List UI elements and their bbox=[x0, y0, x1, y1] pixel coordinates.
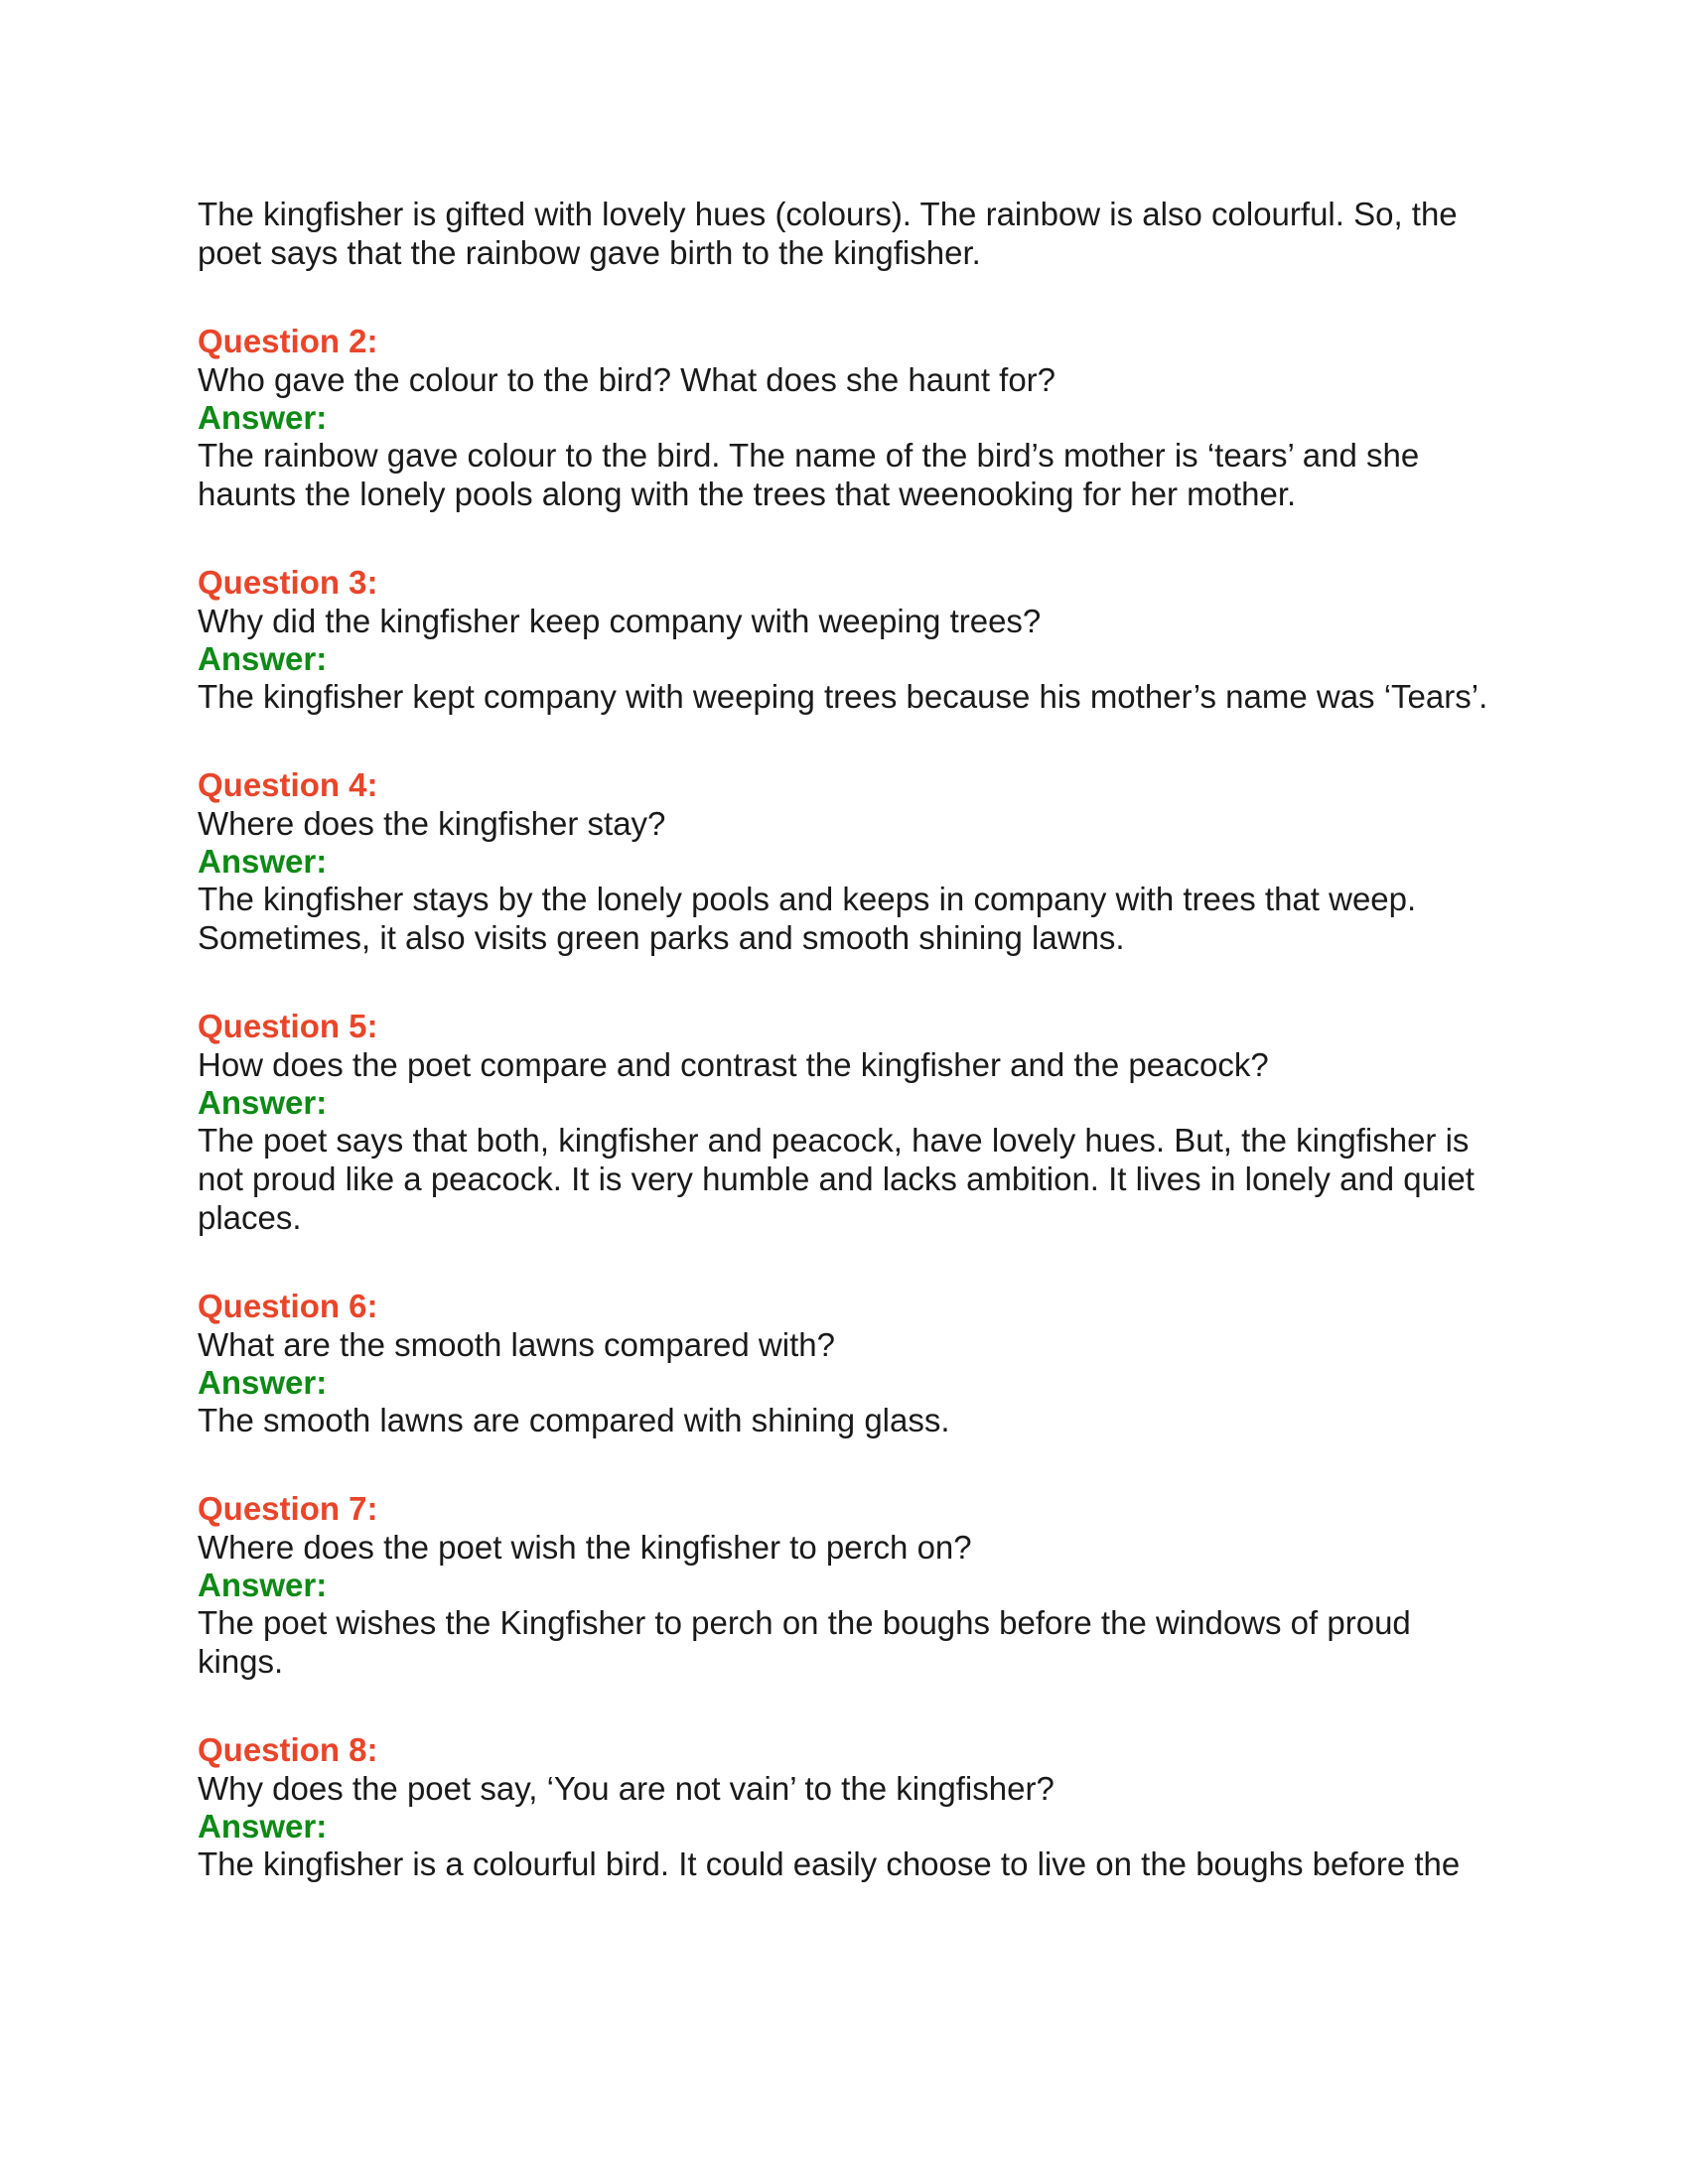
qa-block-question-7 bbox=[198, 1489, 1498, 1681]
question-label: Question 2: bbox=[198, 323, 378, 359]
answer-text: The smooth lawns are compared with shining glass. bbox=[198, 1402, 950, 1438]
question-text: Where does the kingfisher stay? bbox=[198, 805, 666, 842]
question-text: What are the smooth lawns compared with? bbox=[198, 1326, 835, 1363]
question-text: How does the poet compare and contrast the kingfisher and the peacock? bbox=[198, 1046, 1269, 1083]
question-label: Question 8: bbox=[198, 1731, 378, 1768]
question-text: Why does the poet say, ‘You are not vain’ to the kingfisher? bbox=[198, 1770, 1055, 1807]
answer-label: Answer: bbox=[198, 1808, 328, 1844]
question-text: Where does the poet wish the kingfisher to perch on? bbox=[198, 1529, 972, 1566]
qa-block-question-3 bbox=[198, 563, 1498, 716]
question-text: Why did the kingfisher keep company with weeping trees? bbox=[198, 603, 1042, 639]
answer-label: Answer: bbox=[198, 1364, 328, 1401]
answer-label: Answer: bbox=[198, 843, 328, 880]
answer-text: The poet says that both, kingfisher and peacock, have lovely hues. But, the kingfisher is not proud like a peacock. It is very humble and lacks ambition. It lives in lonely and quiet places. bbox=[198, 1122, 1475, 1236]
qa-block-question-4 bbox=[198, 765, 1498, 957]
qa-block-question-6 bbox=[198, 1287, 1498, 1439]
answer-label: Answer: bbox=[198, 399, 328, 436]
answer-label: Answer: bbox=[198, 640, 328, 677]
question-label: Question 3: bbox=[198, 564, 378, 601]
answer-text: The kingfisher is a colourful bird. It could easily choose to live on the boughs before the bbox=[198, 1845, 1461, 1882]
intro-answer-text: The kingfisher is gifted with lovely hues (colours). The rainbow is also colourful. So, the poet says that the rainbow gave birth to the kingfisher. bbox=[198, 196, 1458, 271]
answer-text: The rainbow gave colour to the bird. The name of the bird’s mother is ‘tears’ and she haunts the lonely pools along with the trees that weenooking for her mother. bbox=[198, 437, 1420, 512]
answer-text: The kingfisher kept company with weeping trees because his mother’s name was ‘Tears’. bbox=[198, 678, 1488, 715]
question-label: Question 4: bbox=[198, 766, 378, 803]
question-label: Question 6: bbox=[198, 1288, 378, 1324]
answer-label: Answer: bbox=[198, 1084, 328, 1121]
answer-text: The poet wishes the Kingfisher to perch on the boughs before the windows of proud kings. bbox=[198, 1604, 1411, 1680]
qa-block-question-5 bbox=[198, 1007, 1498, 1237]
question-label: Question 5: bbox=[198, 1008, 378, 1044]
question-label: Question 7: bbox=[198, 1490, 378, 1527]
qa-block-question-8 bbox=[198, 1730, 1498, 1883]
answer-label: Answer: bbox=[198, 1567, 328, 1603]
document-page bbox=[198, 195, 1498, 1883]
question-text: Who gave the colour to the bird? What does she haunt for? bbox=[198, 361, 1056, 398]
qa-block-question-2 bbox=[198, 322, 1498, 513]
answer-text: The kingfisher stays by the lonely pools and keeps in company with trees that weep. Sometimes, it also visits green parks and smooth shining lawns. bbox=[198, 881, 1417, 956]
